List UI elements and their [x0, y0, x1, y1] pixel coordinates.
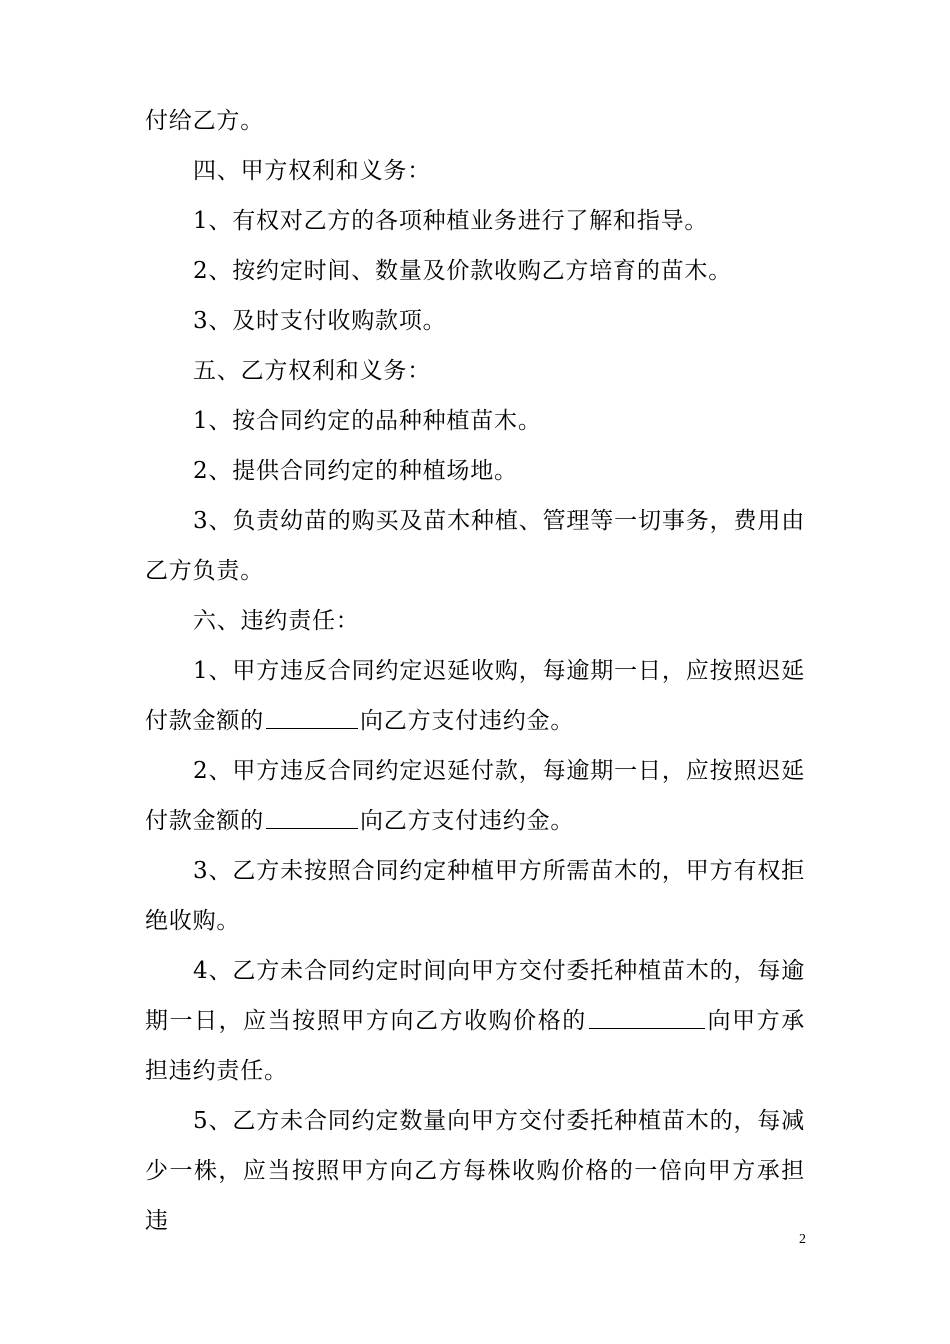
breach-item-2-text-before: 2、甲方违反合同约定迟延付款，每逾期一日，应按照迟延付款金额的: [145, 758, 805, 834]
breach-item-4-text-before: 4、乙方未合同约定时间向甲方交付委托种植苗木的，每逾期一日，应当按照甲方向乙方收购价格的: [145, 958, 805, 1034]
breach-item-4-text-after: 向甲方承担违约责任。: [145, 1008, 805, 1084]
breach-item-1-text-before: 1、甲方违反合同约定迟延收购，每逾期一日，应按照迟延付款金额的: [145, 658, 805, 734]
fill-in-blank[interactable]: [589, 1027, 705, 1029]
party-b-item-2: 2、提供合同约定的种植场地。: [193, 458, 518, 484]
breach-item-3: 3、乙方未按照合同约定种植甲方所需苗木的，甲方有权拒绝收购。: [145, 858, 805, 934]
breach-item-1: [145, 646, 805, 746]
party-a-item-1: 1、有权对乙方的各项种植业务进行了解和指导。: [193, 208, 709, 234]
heading-party-b-rights: 五、乙方权利和义务：: [193, 358, 431, 384]
party-a-item-3: 3、及时支付收购款项。: [193, 308, 447, 334]
party-b-item-1: 1、按合同约定的品种种植苗木。: [193, 408, 542, 434]
breach-item-5: 5、乙方未合同约定数量向甲方交付委托种植苗木的，每减少一株，应当按照甲方向乙方每株收购价格的一倍向甲方承担违: [145, 1108, 805, 1234]
fill-in-blank[interactable]: [266, 827, 358, 829]
breach-item-2-text-after: 向乙方支付违约金。: [360, 808, 575, 834]
heading-breach-liability: 六、违约责任：: [193, 608, 360, 634]
breach-item-2: [145, 746, 805, 846]
heading-party-a-rights: 四、甲方权利和义务：: [193, 158, 431, 184]
document-body: [145, 96, 805, 1246]
party-a-item-2: 2、按约定时间、数量及价款收购乙方培育的苗木。: [193, 258, 733, 284]
page-number: 2: [799, 1232, 806, 1247]
breach-item-1-text-after: 向乙方支付违约金。: [360, 708, 575, 734]
party-b-item-3: 3、负责幼苗的购买及苗木种植、管理等一切事务，费用由乙方负责。: [145, 508, 805, 584]
breach-item-4: [145, 946, 805, 1096]
fill-in-blank[interactable]: [266, 727, 358, 729]
paragraph-payment-tail: 付给乙方。: [145, 108, 264, 134]
